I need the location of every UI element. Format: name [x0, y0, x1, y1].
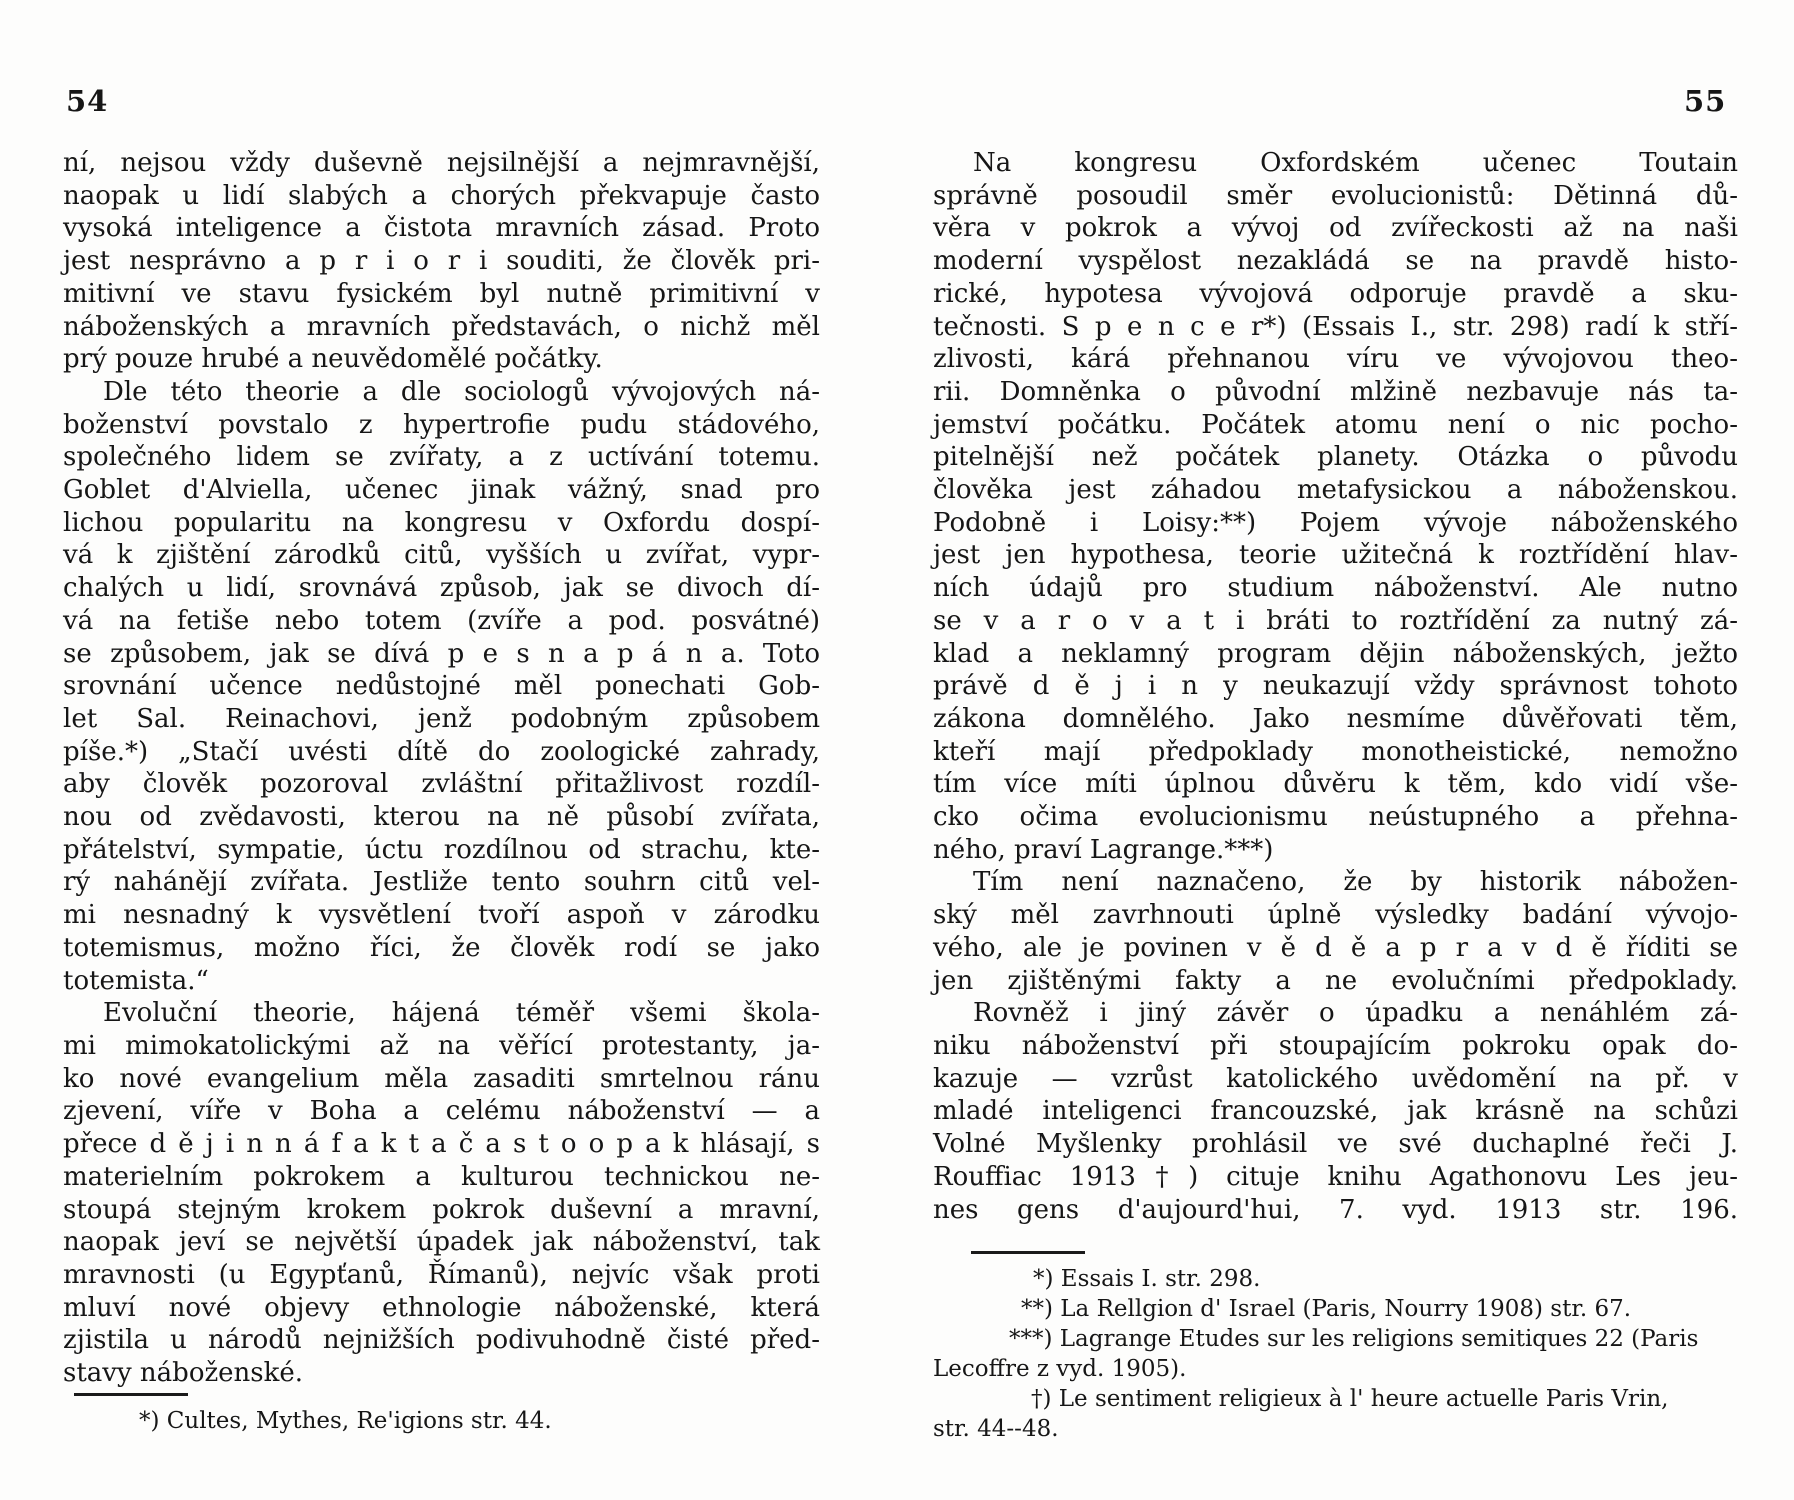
text-line: vého, ale je povinen v ě d ě a p r a v d ě říditi se: [933, 932, 1738, 963]
footnote-line: †) Le sentiment religieux à l' heure actuelle Paris Vrin,: [1031, 1386, 1669, 1412]
text-line: ného, praví Lagrange.***): [933, 834, 1274, 865]
text-line: aby člověk pozoroval zvláštní přitažlivost rozdíl-: [63, 769, 820, 800]
text-line: pitelnější než počátek planety. Otázka o původu: [933, 442, 1738, 473]
text-line: cko očima evolucionismu neústupného a přehna-: [933, 802, 1738, 833]
text-line: společného lidem se zvířaty, a z uctívání totemu.: [63, 442, 820, 473]
text-line: mitivní ve stavu fysickém byl nutně primitivní v: [63, 278, 820, 309]
text-line: prý pouze hrubé a neuvědomělé počátky.: [63, 344, 603, 375]
page-number-right: 55: [1684, 84, 1727, 118]
text-line: kteří mají předpoklady monotheistické, nemožno: [933, 736, 1738, 767]
text-line: kazuje — vzrůst katolického uvědomění na př. v: [933, 1063, 1738, 1094]
text-line: naopak jeví se největší úpadek jak náboženství, tak: [63, 1227, 820, 1258]
text-line: ní, nejsou vždy duševně nejsilnější a nejmravnější,: [63, 148, 820, 178]
text-line: mravnosti (u Egypťanů, Římanů), nejvíc však proti: [63, 1259, 820, 1290]
text-line: Goblet d'Alviella, učenec jinak vážný, snad pro: [63, 475, 820, 506]
text-line: mi nesnadný k vysvětlení tvoří aspoň v zárodku: [63, 900, 820, 931]
text-line: let Sal. Reinachovi, jenž podobným způsobem: [63, 703, 820, 734]
text-line: vá na fetiše nebo totem (zvíře a pod. posvátné): [63, 605, 820, 636]
text-line: správně posoudil směr evolucionistů: Dětinná dů-: [933, 180, 1738, 211]
footnote-line: Lecoffre z vyd. 1905).: [933, 1356, 1187, 1382]
text-line: rii. Domněnka o původní mlžině nezbavuje nás ta-: [933, 376, 1738, 407]
text-line: stoupá stejným krokem pokrok duševní a mravní,: [63, 1194, 820, 1225]
text-line: se v a r o v a t i bráti to roztřídění za nutný zá-: [933, 605, 1738, 636]
text-line: věra v pokrok a vývoj od zvířeckosti až na naši: [933, 213, 1738, 244]
text-line: vá k zjištění zárodků citů, vyšších u zvířat, vypr-: [63, 540, 820, 571]
text-line: zjistila u národů nejnižších podivuhodně čisté před-: [63, 1325, 820, 1356]
text-line: jest nesprávno a p r i o r i souditi, že člověk pri-: [63, 246, 820, 277]
paragraph: [63, 997, 820, 1389]
text-line: klad a neklamný program dějin náboženských, ježto: [933, 638, 1738, 669]
text-line: zjevení, víře v Boha a celému náboženství — a: [63, 1096, 820, 1127]
paragraph: [933, 997, 1738, 1226]
text-line: mluví nové objevy ethnologie náboženské, která: [63, 1292, 820, 1323]
paragraph: [63, 147, 820, 376]
page-55-footnotes: [933, 1264, 1738, 1444]
text-line: se způsobem, jak se dívá p e s n a p á n a. Toto: [63, 638, 820, 669]
text-line: Volné Myšlenky prohlásil ve své duchaplné řeči J.: [933, 1129, 1738, 1160]
page-54-footnotes: [63, 1406, 820, 1436]
text-line: Rouffiac 1913†) cituje knihu Agathonovu Les jeu-: [933, 1161, 1738, 1192]
text-line: chalých u lidí, srovnává způsob, jak se divoch dí-: [63, 573, 820, 604]
text-line: tím více míti úplnou důvěru k těm, kdo vidí vše-: [933, 769, 1738, 800]
footnote-line: *) Essais I. str. 298.: [1033, 1266, 1261, 1292]
text-line: rý nahánějí zvířata. Jestliže tento souhrn citů vel-: [63, 867, 820, 898]
page-number-left: 54: [66, 84, 109, 118]
text-line: píše.*) „Stačí uvésti dítě do zoologické zahrady,: [63, 736, 820, 767]
text-line: zlivosti, kárá přehnanou víru ve vývojovou theo-: [933, 344, 1738, 375]
text-line: tečnosti. S p e n c e r*) (Essais I., str. 298) radí k stří-: [933, 311, 1738, 342]
text-line: Dle této theorie a dle sociologů vývojových ná-: [103, 376, 820, 407]
text-line: totemista.“: [63, 965, 209, 996]
text-line: přece d ě j i n n á f a k t a č a s t o o p a k hlásají, s: [63, 1129, 820, 1160]
text-line: moderní vyspělost nezakládá se na pravdě histo-: [933, 246, 1738, 277]
text-line: právě d ě j i n y neukazují vždy správnost tohoto: [933, 671, 1738, 702]
text-line: boženství povstalo z hypertrofie pudu stádového,: [63, 409, 820, 440]
text-line: nes gens d'aujourd'hui, 7. vyd. 1913 str. 196.: [933, 1194, 1738, 1225]
text-line: jest jen hypothesa, teorie užitečná k roztřídění hlav-: [933, 540, 1738, 571]
text-line: jen zjištěnými fakty a ne evolučními předpoklady.: [933, 965, 1738, 996]
footnote-line: ***) Lagrange Etudes sur les religions semitiques 22 (Paris: [1009, 1326, 1699, 1352]
text-line: mi mimokatolickými až na věřící protestanty, ja-: [63, 1030, 820, 1061]
footnote-line: **) La Rellgion d' Israel (Paris, Nourry 1908) str. 67.: [1021, 1296, 1632, 1322]
paragraph: [933, 147, 1738, 866]
text-line: člověka jest záhadou metafysickou a náboženskou.: [933, 475, 1738, 506]
text-line: srovnání učence nedůstojné měl ponechati Gob-: [63, 671, 820, 702]
text-line: Na kongresu Oxfordském učenec Toutain: [973, 148, 1738, 178]
text-line: mladé inteligenci francouzské, jak krásně na schůzi: [933, 1096, 1738, 1127]
text-line: materielním pokrokem a kulturou technickou ne-: [63, 1161, 820, 1192]
paragraph: [63, 376, 820, 997]
text-line: náboženských a mravních představách, o nichž měl: [63, 311, 820, 342]
footnote-rule-right: [971, 1251, 1085, 1254]
page-55-text-column: [933, 147, 1738, 1226]
text-line: zákona domnělého. Jako nesmíme důvěřovati těm,: [933, 703, 1738, 734]
footnote-rule-left: [74, 1393, 188, 1396]
text-line: totemismus, možno říci, že člověk rodí se jako: [63, 932, 820, 963]
text-line: naopak u lidí slabých a chorých překvapuje často: [63, 180, 820, 211]
text-line: přátelství, sympatie, úctu rozdílnou od strachu, kte-: [63, 834, 820, 865]
footnote-line: str. 44--48.: [933, 1416, 1059, 1442]
text-line: rické, hypotesa vývojová odporuje pravdě a sku-: [933, 278, 1738, 309]
text-line: vysoká inteligence a čistota mravních zásad. Proto: [63, 213, 820, 244]
paragraph: [933, 866, 1738, 997]
text-line: nou od zvědavosti, kterou na ně působí zvířata,: [63, 802, 820, 833]
text-line: jemství počátku. Počátek atomu není o nic pocho-: [933, 409, 1738, 440]
text-line: ních údajů pro studium náboženství. Ale nutno: [933, 573, 1738, 604]
text-line: Tím není naznačeno, že by historik nábožen-: [973, 867, 1738, 898]
page-54-text-column: [63, 147, 820, 1390]
footnote-line: *) Cultes, Mythes, Re'igions str. 44.: [139, 1408, 552, 1434]
text-line: Rovněž i jiný závěr o úpadku a nenáhlém zá-: [973, 998, 1738, 1029]
text-line: Evoluční theorie, hájená téměř všemi škola-: [103, 998, 820, 1029]
text-line: ko nové evangelium měla zasaditi smrtelnou ránu: [63, 1063, 820, 1094]
text-line: niku náboženství při stoupajícím pokroku opak do-: [933, 1030, 1738, 1061]
text-line: Podobně i Loisy:**) Pojem vývoje náboženského: [933, 507, 1738, 538]
text-line: ský měl zavrhnouti úplně výsledky badání vývojo-: [933, 900, 1738, 931]
text-line: stavy náboženské.: [63, 1358, 304, 1389]
text-line: lichou popularitu na kongresu v Oxfordu dospí-: [63, 507, 820, 538]
